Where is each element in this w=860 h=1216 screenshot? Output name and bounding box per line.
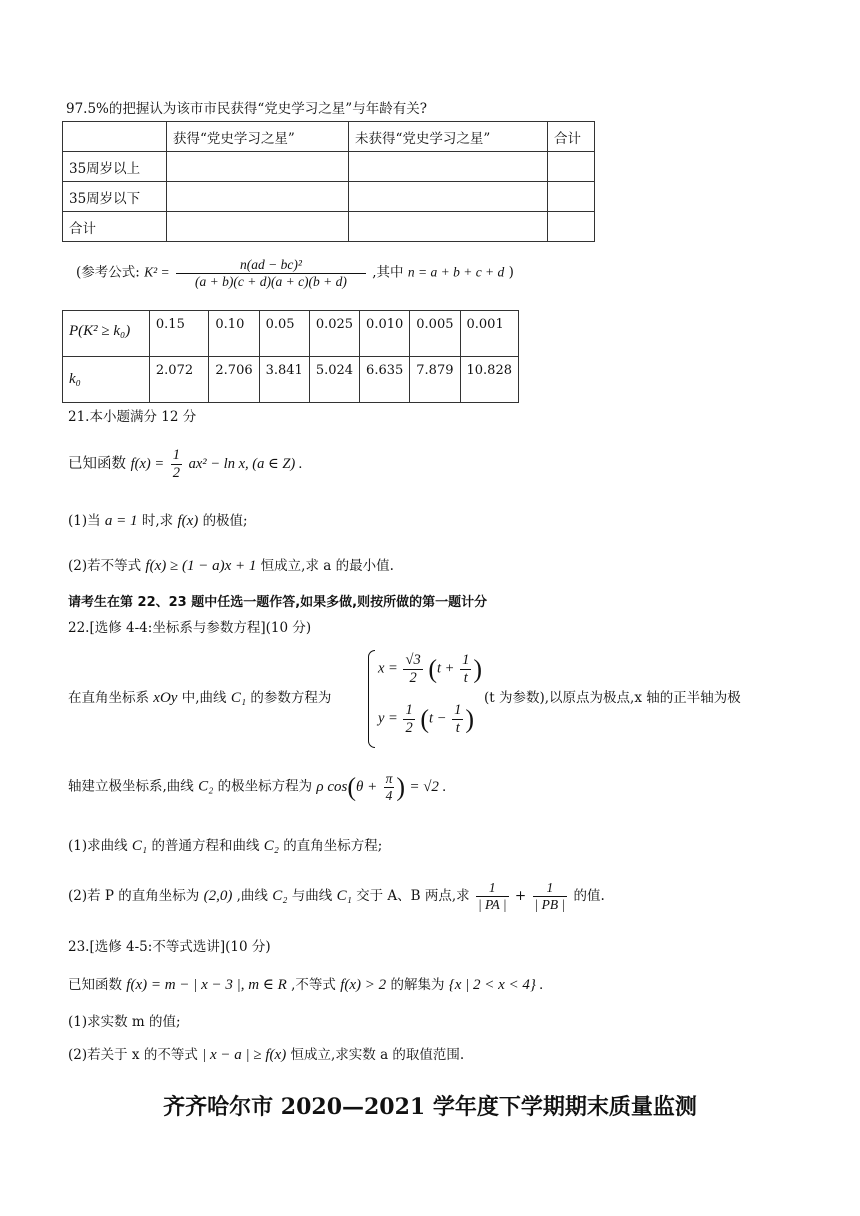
text-span: (2)若关于 x 的不等式	[68, 1047, 198, 1063]
text-span: 恒成立,求实数 a 的取值范围.	[290, 1047, 465, 1063]
critical-value-table	[62, 310, 519, 403]
paren-right: )	[473, 654, 482, 684]
q23-given	[68, 976, 543, 994]
formula-close: )	[508, 264, 514, 281]
q22-part2	[68, 880, 605, 912]
text-span: (1)求曲线	[68, 838, 128, 854]
math-span: +	[514, 887, 527, 904]
text-span: 交于 A、B 两点,求	[356, 887, 470, 904]
q22-intro	[68, 689, 331, 707]
formula-lhs: K² =	[144, 264, 170, 280]
row-label: 合计	[63, 212, 167, 242]
formula-numerator: n(ad − bc)²	[176, 257, 366, 274]
q21-part1	[68, 512, 248, 530]
math-span: f(x) = m − | x − 3 |, m ∈ R	[126, 977, 287, 993]
fraction-numerator: 1	[454, 702, 462, 718]
table-cell: 0.010	[360, 311, 410, 357]
text-span: 的解集为	[390, 977, 445, 993]
text-span: 在直角坐标系	[68, 690, 149, 706]
q21-half-fraction	[171, 447, 182, 481]
table-cell	[167, 182, 349, 212]
paren-left: (	[428, 654, 437, 684]
choice-note: 请考生在第 22、23 题中任选一题作答,如果多做,则按所做的第一题计分	[68, 595, 488, 610]
text-span: 的直角坐标方程;	[283, 838, 383, 854]
table-cell: 10.828	[460, 357, 519, 403]
text-span: (2)若 P 的直角坐标为	[68, 887, 200, 904]
fraction-denominator: | PA |	[477, 896, 507, 912]
math-span: C₂	[198, 778, 214, 795]
paren-right: )	[465, 704, 475, 734]
fraction-numerator: 1	[476, 880, 509, 897]
math-span: C₂	[263, 838, 279, 854]
table-cell: 0.15	[149, 311, 209, 357]
table-header-total: 合计	[548, 122, 595, 152]
fraction-denominator: 2	[172, 464, 180, 481]
math-span: C₂	[272, 888, 288, 905]
table-cell	[349, 152, 548, 182]
q23-part1: (1)求实数 m 的值;	[68, 1014, 181, 1030]
table-cell: 2.706	[209, 357, 259, 403]
math-span: x =	[378, 660, 398, 677]
k0-label: k₀	[63, 357, 150, 403]
row-label: 35周岁以下	[63, 182, 167, 212]
math-span: = √2 .	[409, 779, 447, 796]
table-cell	[548, 212, 595, 242]
table-cell: 0.005	[410, 311, 460, 357]
fraction-numerator: 1	[533, 880, 568, 897]
table-cell	[548, 152, 595, 182]
q21-given	[68, 447, 302, 481]
text-span: (1)当	[68, 513, 101, 529]
table-cell: 7.879	[410, 357, 460, 403]
q22-part1	[68, 837, 382, 855]
fraction-numerator: 1	[405, 702, 413, 718]
text-span: 时,求	[141, 513, 174, 529]
text-span: 与曲线	[291, 887, 333, 904]
fraction-denominator: | PB |	[534, 896, 566, 912]
q23-heading: 23.[选修 4-5:不等式选讲](10 分)	[68, 939, 271, 955]
q21-given-rhs: ax² − ln x, (a ∈ Z) .	[188, 456, 303, 473]
math-span: (2,0)	[203, 888, 233, 905]
fraction-numerator: π	[385, 771, 393, 786]
text-span: (2)若不等式	[68, 558, 142, 574]
system-brace	[368, 650, 375, 748]
table-cell: 0.025	[309, 311, 359, 357]
table-cell: 5.024	[309, 357, 359, 403]
fraction	[403, 652, 422, 686]
intro-line: 97.5%的把握认为该市市民获得“党史学习之星”与年龄有关?	[66, 101, 427, 117]
math-span: C₁	[336, 888, 352, 905]
paren-left: (	[347, 772, 357, 802]
math-span: {x | 2 < x < 4} .	[448, 977, 544, 993]
q23-part2	[68, 1046, 464, 1064]
reference-formula	[76, 257, 514, 289]
math-span: a = 1	[104, 513, 138, 529]
table-cell	[167, 212, 349, 242]
formula-prefix: (参考公式:	[76, 264, 140, 281]
text-span: 中,曲线	[181, 690, 227, 706]
probability-label: P(K² ≥ k₀)	[63, 311, 150, 357]
math-span: y =	[378, 710, 398, 727]
math-span: f(x) > 2	[340, 977, 387, 993]
math-span: θ +	[356, 779, 378, 796]
math-span: t −	[429, 710, 447, 727]
fraction-numerator: 1	[462, 652, 470, 668]
text-span: 已知函数	[68, 977, 122, 993]
row-label: 35周岁以上	[63, 152, 167, 182]
fraction-denominator: 4	[385, 787, 393, 803]
text-span: 的普通方程和曲线	[151, 838, 260, 854]
paren-right: )	[396, 772, 406, 802]
table-cell	[167, 152, 349, 182]
fraction	[476, 880, 509, 912]
q22-param-note: (t 为参数),以原点为极点,x 轴的正半轴为极	[484, 690, 741, 706]
math-span: t +	[437, 660, 455, 677]
math-span: C₁	[230, 690, 247, 706]
fraction-denominator: 2	[405, 719, 413, 736]
text-span: ,曲线	[236, 887, 268, 904]
fraction	[533, 880, 568, 912]
fraction-denominator: t	[455, 719, 460, 736]
table-header-row	[63, 122, 595, 152]
q21-part2	[68, 557, 394, 575]
fraction-numerator: √3	[405, 652, 421, 668]
table-cell	[63, 122, 167, 152]
fraction	[384, 771, 395, 803]
paren-left: (	[420, 704, 430, 734]
table-cell	[349, 212, 548, 242]
exam-title: 齐齐哈尔市 2020—2021 学年度下学期期末质量监测	[163, 1094, 697, 1120]
formula-suffix-math: n = a + b + c + d	[407, 264, 505, 280]
param-y-equation	[378, 702, 474, 736]
table-row	[63, 212, 595, 242]
fraction	[460, 652, 471, 686]
formula-denominator: (a + b)(c + d)(a + c)(b + d)	[195, 273, 347, 289]
table-header-awarded: 获得“党史学习之星”	[167, 122, 349, 152]
param-x-equation	[378, 652, 482, 686]
table-cell: 0.05	[259, 311, 309, 357]
table-cell	[548, 182, 595, 212]
q21-given-text: 已知函数	[68, 456, 126, 473]
q21-given-lhs: f(x) =	[130, 456, 165, 473]
table-cell: 3.841	[259, 357, 309, 403]
text-span: 的极坐标方程为	[217, 778, 313, 795]
table-cell: 2.072	[149, 357, 209, 403]
table-cell: 6.635	[360, 357, 410, 403]
table-cell: 0.001	[460, 311, 519, 357]
text-span: 的值.	[573, 887, 605, 904]
q22-polar-line	[68, 771, 446, 803]
text-span: 的极值;	[202, 513, 248, 529]
text-span: ,不等式	[291, 977, 336, 993]
table-row	[63, 152, 595, 182]
text-span: 的参数方程为	[250, 690, 332, 706]
formula-fraction	[176, 257, 366, 289]
probability-row	[63, 311, 519, 357]
text-span: 轴建立极坐标系,曲线	[68, 778, 194, 795]
math-span: xOy	[153, 690, 178, 706]
math-span: f(x) ≥ (1 − a)x + 1	[145, 558, 257, 574]
table-row	[63, 182, 595, 212]
math-span: | x − a | ≥ f(x)	[202, 1047, 287, 1063]
fraction	[452, 702, 463, 736]
math-span: f(x)	[177, 513, 199, 529]
fraction-denominator: t	[463, 669, 468, 686]
formula-suffix: ,其中	[372, 264, 404, 281]
table-cell	[349, 182, 548, 212]
fraction	[403, 702, 414, 736]
q21-heading: 21.本小题满分 12 分	[68, 409, 197, 425]
text-span: 恒成立,求 a 的最小值.	[260, 558, 394, 574]
table-cell: 0.10	[209, 311, 259, 357]
math-span: C₁	[131, 838, 148, 854]
contingency-table	[62, 121, 595, 242]
k0-row	[63, 357, 519, 403]
q22-heading: 22.[选修 4-4:坐标系与参数方程](10 分)	[68, 620, 312, 636]
table-header-not-awarded: 未获得“党史学习之星”	[349, 122, 548, 152]
fraction-numerator: 1	[172, 447, 180, 463]
math-span: ρ cos	[316, 779, 348, 796]
fraction-denominator: 2	[409, 669, 417, 686]
